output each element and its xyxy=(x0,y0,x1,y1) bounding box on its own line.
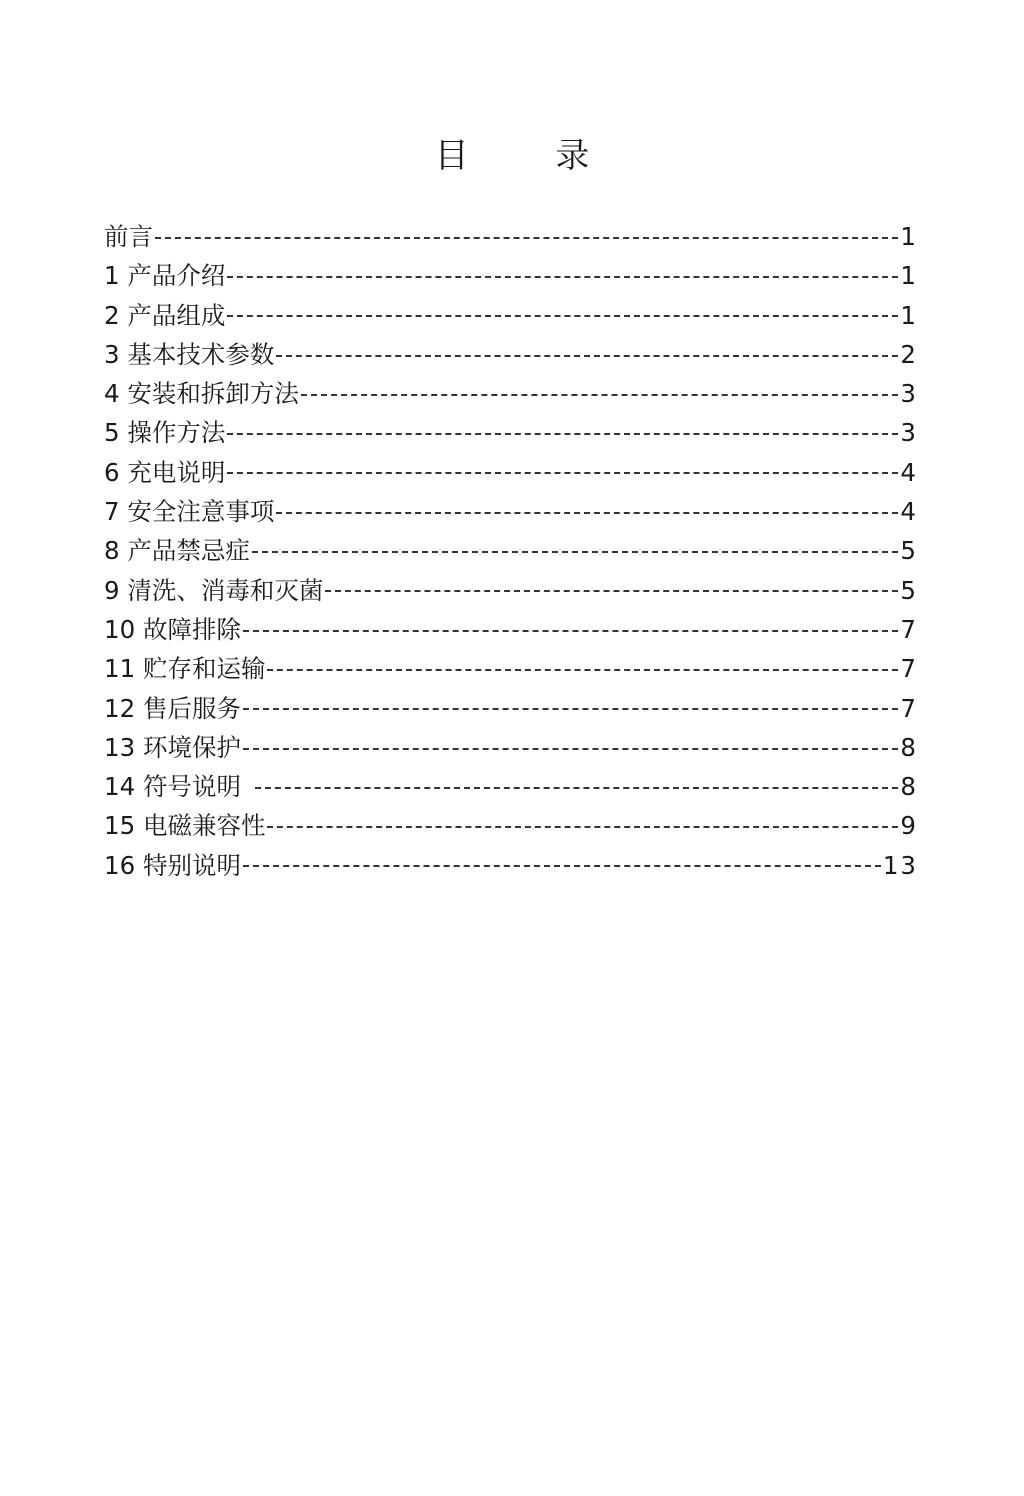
toc-entry-page: 4 xyxy=(900,457,918,487)
toc-leader-line xyxy=(227,472,898,474)
page-title: 目 录 xyxy=(434,136,628,176)
table-of-contents xyxy=(104,217,918,885)
toc-entry-label: 15 电磁兼容性 xyxy=(104,811,266,841)
toc-entry-page: 4 xyxy=(900,497,918,527)
toc-entry xyxy=(104,413,918,452)
toc-leader-line xyxy=(267,826,898,828)
toc-entry-label: 10 故障排除 xyxy=(104,614,241,644)
toc-leader-line xyxy=(243,708,898,710)
toc-entry-label: 前言 xyxy=(104,222,153,251)
toc-leader-line xyxy=(155,237,898,239)
toc-entry-page: 5 xyxy=(900,575,918,605)
toc-entry xyxy=(104,571,918,610)
toc-entry-label: 13 环境保护 xyxy=(104,732,241,762)
toc-entry-label: 5 操作方法 xyxy=(104,418,226,448)
toc-leader-line xyxy=(227,315,898,317)
toc-entry-label: 16 特别说明 xyxy=(104,850,241,880)
toc-leader-line xyxy=(276,512,898,514)
toc-entry-page: 8 xyxy=(900,732,918,762)
toc-entry xyxy=(104,217,918,256)
toc-entry-label: 9 清洗、消毒和灭菌 xyxy=(104,575,324,605)
toc-entry-label: 7 安全注意事项 xyxy=(104,497,275,527)
toc-entry xyxy=(104,610,918,649)
toc-entry-label: 4 安装和拆卸方法 xyxy=(104,379,299,409)
toc-leader-line xyxy=(255,787,898,789)
toc-entry xyxy=(104,492,918,531)
toc-leader-line xyxy=(243,865,881,867)
toc-entry-label: 8 产品禁忌症 xyxy=(104,536,250,566)
toc-entry-page: 8 xyxy=(900,772,918,802)
toc-entry-page: 1 xyxy=(900,300,918,330)
toc-entry xyxy=(104,256,918,295)
toc-leader-line xyxy=(301,394,899,396)
toc-entry xyxy=(104,728,918,767)
toc-entry xyxy=(104,453,918,492)
toc-entry xyxy=(104,531,918,570)
toc-entry xyxy=(104,335,918,374)
toc-leader-line xyxy=(276,355,898,357)
toc-entry-page: 5 xyxy=(900,536,918,566)
toc-entry xyxy=(104,767,918,806)
toc-entry-page: 7 xyxy=(900,693,918,723)
toc-entry xyxy=(104,806,918,845)
toc-entry-page: 13 xyxy=(882,850,918,880)
toc-entry-page: 1 xyxy=(900,261,918,291)
toc-entry-page: 9 xyxy=(900,811,918,841)
toc-entry-label: 1 产品介绍 xyxy=(104,261,226,291)
toc-entry-page: 7 xyxy=(900,654,918,684)
toc-entry-page: 7 xyxy=(900,614,918,644)
toc-entry-label: 11 贮存和运输 xyxy=(104,654,266,684)
toc-leader-line xyxy=(267,669,898,671)
toc-leader-line xyxy=(252,551,899,553)
toc-entry-label: 2 产品组成 xyxy=(104,300,226,330)
toc-entry-label: 6 充电说明 xyxy=(104,457,226,487)
toc-entry-page: 3 xyxy=(900,418,918,448)
toc-leader-line xyxy=(325,590,898,592)
toc-entry xyxy=(104,846,918,885)
toc-entry xyxy=(104,689,918,728)
toc-entry xyxy=(104,649,918,688)
toc-entry-page: 2 xyxy=(900,339,918,369)
toc-entry xyxy=(104,374,918,413)
toc-leader-line xyxy=(227,433,898,435)
toc-entry-page: 1 xyxy=(900,222,918,251)
toc-leader-line xyxy=(227,276,898,278)
toc-leader-line xyxy=(243,748,898,750)
toc-leader-line xyxy=(243,630,898,632)
toc-entry-label: 3 基本技术参数 xyxy=(104,339,275,369)
toc-entry-label: 14 符号说明 xyxy=(104,772,241,802)
toc-entry-page: 3 xyxy=(900,379,918,409)
toc-entry xyxy=(104,296,918,335)
toc-entry-label: 12 售后服务 xyxy=(104,693,241,723)
